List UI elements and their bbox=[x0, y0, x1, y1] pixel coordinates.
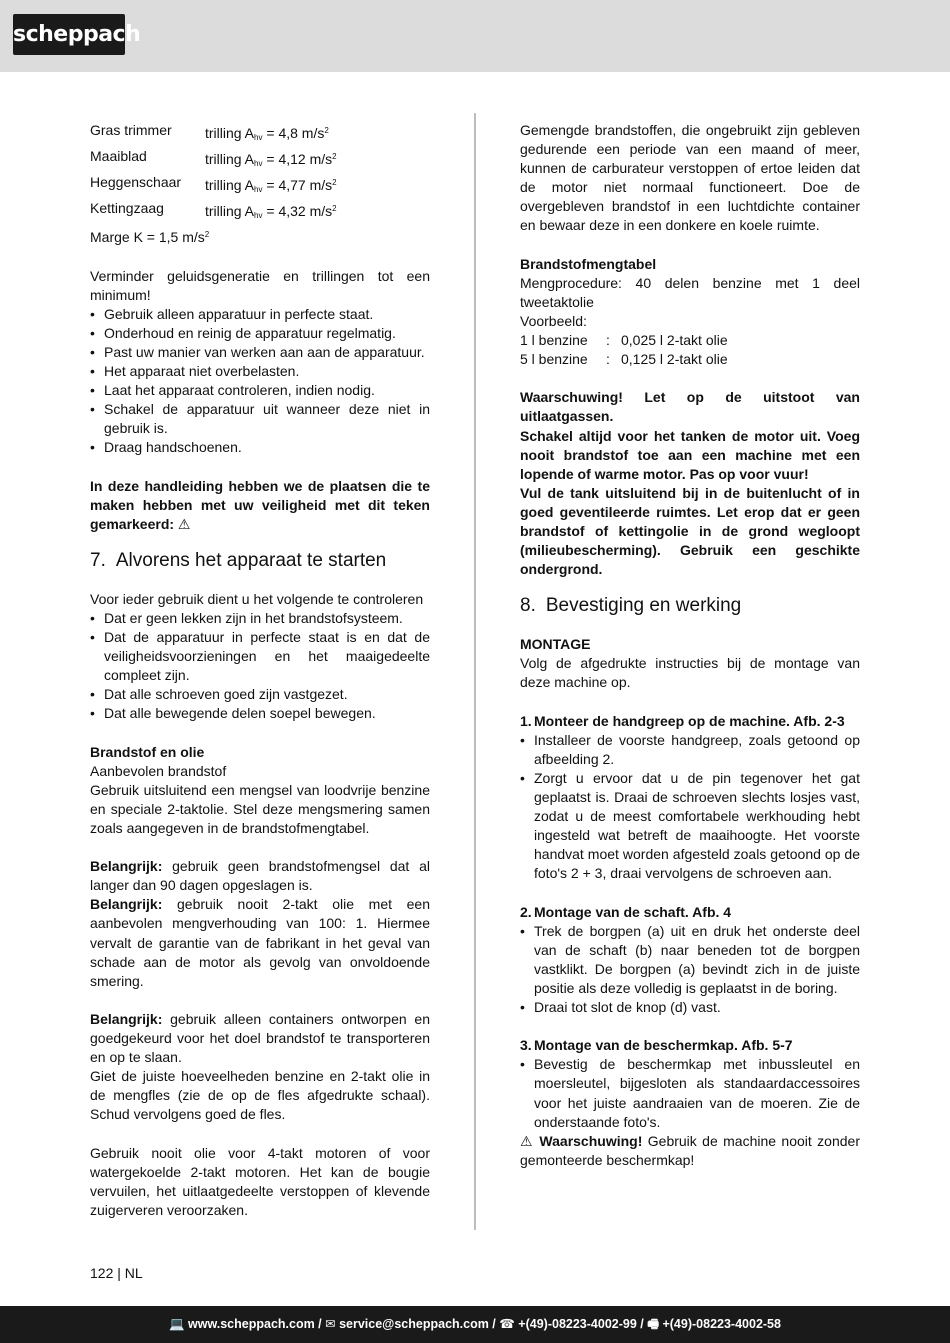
warning-line: Schakel altijd voor het tanken de motor uit. Voeg nooit brandstof toe aan een machine met een lopende of warme motor. Pas op voor vuur! bbox=[520, 427, 860, 482]
section-8-heading bbox=[520, 594, 860, 618]
page-number: 122 | NL bbox=[90, 1265, 143, 1281]
example-label: Voorbeeld: bbox=[520, 312, 587, 329]
safety-note: In deze handleiding hebben we de plaatsen die te maken hebben met uw veiligheid met dit teken gemarkeerd: ⚠ bbox=[90, 477, 430, 532]
section-number: 7. bbox=[90, 549, 106, 571]
montage-intro: Volg de afgedrukte instructies bij de montage van deze machine op. bbox=[520, 655, 860, 691]
vibration-table bbox=[90, 121, 430, 247]
section-7-heading bbox=[90, 549, 430, 573]
marge-line: Marge K = 1,5 $m/s^2$ bbox=[90, 229, 210, 246]
mixed-fuel-text: Gemengde brandstoffen, die ongebruikt zijn gebleven gedurende een periode van een maand of meer, kunnen de carburateur verstoppen of ertoe leiden dat de motor niet normaal functioneert. Doe de overgebleven brandstof in een luchtdichte container en bewaar deze in een donkere en koele ruimte. bbox=[520, 122, 860, 234]
step-1-heading: 1. Monteer de handgreep op de machine. Afb. 2-3 bbox=[520, 712, 845, 729]
final-warning: ⚠ Waarschuwing! Gebruik de machine nooit zonder gemonteerde beschermkap! bbox=[520, 1132, 860, 1168]
scheppach-logo: scheppach bbox=[13, 14, 125, 55]
section-title: Alvorens het apparaat te starten bbox=[115, 549, 387, 571]
list-item: • Zorgt u ervoor dat u de pin tegenover het gat geplaatst is. Draai de schroeven slechts losjes vast, zodat u de meest comfortabele werkhouding hebt ingesteld wat betreft de maaihoogte. Het voorste handvat moet worden afgesteld zoals getoond op de foto's 2 + 3, draai vervolgens de schroeven aan. bbox=[520, 769, 860, 884]
footer-contact-bar: 💻 www.scheppach.com / ✉ service@scheppach.com / ☎ +(49)-08223-4002-99 / 🖷 +(49)-08223-4002-58 bbox=[0, 1306, 950, 1343]
check-list bbox=[90, 609, 430, 724]
column-divider bbox=[474, 113, 476, 1230]
list-item: • Dat alle bewegende delen soepel bewegen. bbox=[90, 704, 430, 723]
important-note-1: Belangrijk: gebruik geen brandstofmengsel dat al langer dan 90 dagen opgeslagen is. bbox=[90, 858, 430, 894]
list-item: • Dat de apparatuur in perfecte staat is en dat de veiligheidsvoorzieningen en het maaigedeelte compleet zijn. bbox=[90, 628, 430, 685]
list-item: • Trek de borgpen (a) uit en druk het onderste deel van de schaft (b) naar beneden tot de borgpen vastklikt. De borgpen (a) bevindt zich in de juiste positie als deze volledig is geplaatst in de boring. bbox=[520, 922, 860, 998]
warning-line: Waarschuwing! Let op de uitstoot van uitlaatgassen. bbox=[520, 389, 860, 425]
reduce-list bbox=[90, 305, 430, 458]
vibration-row bbox=[90, 173, 430, 199]
vibration-row bbox=[90, 147, 430, 173]
step-2-list bbox=[520, 922, 860, 1017]
oil-warning: Gebruik nooit olie voor 4-takt motoren of voor watergekoelde 2-takt motoren. Het kan de bougie vervuilen, het uitlaatgedeelte verstoppen of klevende zuigerveren veroorzaken. bbox=[90, 1144, 430, 1218]
header-band bbox=[0, 0, 950, 72]
warning-line: Vul de tank uitsluitend bij in de buitenlucht of in goed geventileerde ruimtes. Let erop dat er geen brandstof of kettingolie in de grond wegloopt (milieubescherming). Gebruik een geschikte ondergrond. bbox=[520, 484, 860, 578]
step-3-heading: 3. Montage van de beschermkap. Afb. 5-7 bbox=[520, 1037, 793, 1054]
vibration-value: trilling $A_{hv} = 4,12$ $m/s^2$ bbox=[205, 151, 337, 169]
vibration-name: Kettingzaag bbox=[90, 200, 164, 217]
mix-row: 1 l benzine : 0,025 l 2-takt olie bbox=[520, 332, 728, 349]
left-column bbox=[90, 121, 430, 1220]
fuel-heading: Brandstof en olie bbox=[90, 743, 205, 760]
step-1-list bbox=[520, 731, 860, 884]
vibration-name: Gras trimmer bbox=[90, 122, 172, 138]
list-item: • Installeer de voorste handgreep, zoals getoond op afbeelding 2. bbox=[520, 731, 860, 769]
list-item: • Het apparaat niet overbelasten. bbox=[90, 362, 430, 381]
right-column bbox=[520, 121, 860, 1170]
mix-row: 5 l benzine : 0,125 l 2-takt olie bbox=[520, 351, 728, 368]
list-item: • Bevestig de beschermkap met inbussleutel en moersleutel, bijgesloten als standaardaccessoires voor het juiste aandraaien van de moeren. Zie de onderstaande foto's. bbox=[520, 1055, 860, 1131]
check-intro: Voor ieder gebruik dient u het volgende te controleren bbox=[90, 590, 424, 607]
vibration-name: Heggenschaar bbox=[90, 174, 182, 191]
vibration-row bbox=[90, 199, 430, 225]
list-item: • Draag handschoenen. bbox=[90, 438, 430, 457]
important-note-3: Belangrijk: gebruik alleen containers ontworpen en goedgekeurd voor het doel brandstof te transporteren en op te slaan. bbox=[90, 1010, 430, 1066]
fuel-subheading: Aanbevolen brandstof bbox=[90, 762, 227, 779]
list-item: • Dat alle schroeven goed zijn vastgezet. bbox=[90, 685, 430, 704]
vibration-value: trilling $A_{hv} = 4,32$ $m/s^2$ bbox=[205, 203, 337, 221]
section-number: 8. bbox=[520, 595, 536, 617]
important-note-2: Belangrijk: gebruik nooit 2-takt olie met een aanbevolen mengverhouding van 100: 1. Hiermee vervalt de garantie van de fabrikant in het geval van schade aan de motor als gevolg van onvoldoende smering. bbox=[90, 896, 430, 989]
list-item: • Dat er geen lekken zijn in het brandstofsysteem. bbox=[90, 609, 430, 628]
step-2-heading: 2. Montage van de schaft. Afb. 4 bbox=[520, 903, 732, 920]
list-item: • Schakel de apparatuur uit wanneer deze niet in gebruik is. bbox=[90, 400, 430, 438]
vibration-value: trilling $A_{hv} = 4,77$ $m/s^2$ bbox=[205, 177, 337, 195]
fuel-text: Gebruik uitsluitend een mengsel van loodvrije benzine en speciale 2-taktolie. Stel deze mengsmering samen zoals aangegeven in de brandstofmengtabel. bbox=[90, 781, 430, 836]
vibration-row bbox=[90, 121, 430, 147]
reduce-intro: Verminder geluidsgeneratie en trillingen tot een minimum! bbox=[90, 267, 430, 303]
montage-heading: MONTAGE bbox=[520, 636, 591, 653]
list-item: • Gebruik alleen apparatuur in perfecte staat. bbox=[90, 305, 430, 324]
table-heading: Brandstofmengtabel bbox=[520, 255, 657, 272]
table-procedure: Mengprocedure: 40 delen benzine met 1 deel tweetaktolie bbox=[520, 274, 860, 310]
list-item: • Onderhoud en reinig de apparatuur regelmatig. bbox=[90, 324, 430, 343]
vibration-name: Maaiblad bbox=[90, 148, 147, 165]
step-3-list bbox=[520, 1055, 860, 1131]
vibration-value: trilling $A_{hv} = 4,8$ $m/s^2$ bbox=[205, 125, 329, 142]
list-item: • Laat het apparaat controleren, indien nodig. bbox=[90, 381, 430, 400]
pour-text: Giet de juiste hoeveelheden benzine en 2-takt olie in de mengfles (zie de op de fles afgedrukte schaal). Schud vervolgens goed de fles. bbox=[90, 1068, 430, 1123]
list-item: • Past uw manier van werken aan aan de apparatuur. bbox=[90, 343, 430, 362]
section-title: Bevestiging en werking bbox=[545, 595, 742, 617]
list-item: • Draai tot slot de knop (d) vast. bbox=[520, 998, 860, 1017]
